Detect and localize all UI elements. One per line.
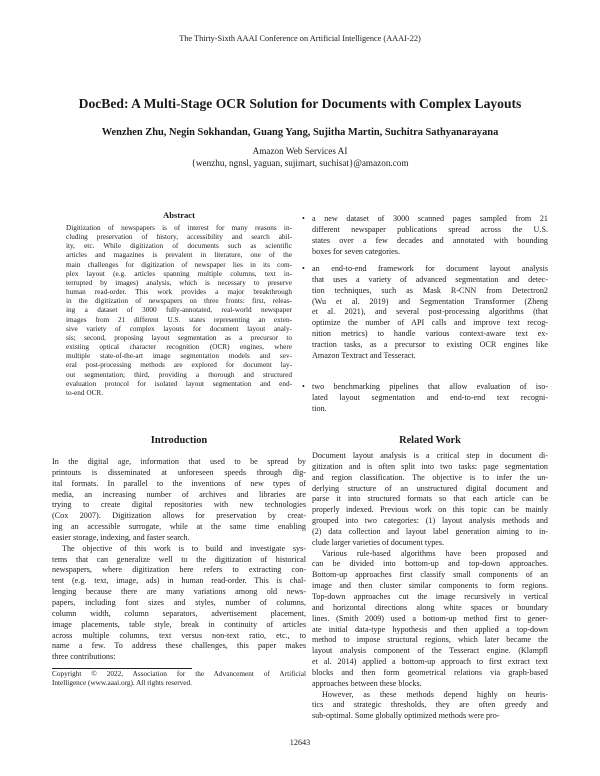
text-line: boxes for seven categories. [312, 246, 400, 256]
text-line: traction tasks, as a precursor to existing OCR engines like [312, 339, 548, 349]
page-number: 12643 [289, 738, 311, 747]
text-line: tics and strategic thresholds, they are often greedy and [312, 700, 548, 710]
text-line: Amazon Textract and Tesseract. [312, 350, 416, 360]
text-line: three contributions: [52, 652, 116, 662]
text-line: two benchmarking pipelines that allow evaluation of iso- [312, 382, 548, 391]
text-line: cluding preservation of history, accessibility and search abil- [66, 233, 292, 242]
text-line: Bottom-up approaches first classify small components of an [312, 570, 548, 580]
bullet-icon: • [302, 382, 305, 391]
text-line: lenging because there are many variations among old news- [52, 587, 306, 597]
text-line: sis; second, proposing layout segmentation as a precursor to [66, 333, 292, 342]
text-line: Document layout analysis is a critical step in document di- [312, 451, 548, 460]
text-line: sive variety of complex layouts for document layout analy- [66, 324, 292, 333]
contribution-item-framework [302, 264, 548, 362]
text-line: method to impose structural regions, which later became the [312, 635, 548, 645]
author-emails: {wenzhu, ngnsl, yaguan, sujimart, suchisat}@amazon.com [191, 158, 409, 168]
text-line: (2) data collection and layout label generation aiming to in- [312, 526, 548, 536]
text-line: derlying structure of an unstructured digital document and [312, 483, 548, 493]
text-line: across multiple columns, text versus non-text ratio, etc., to [52, 630, 306, 640]
text-line: blocks and then form geometrical relations via graph-based [312, 667, 548, 677]
introduction-body [52, 457, 306, 663]
text-line: trying to create digital repositories with new technologies [52, 500, 306, 510]
text-line: an end-to-end framework for document layout analysis [312, 264, 548, 273]
text-line: clude larger varieties of document types. [312, 537, 445, 547]
text-line: sub-optimal. Some globally optimized methods were pro- [312, 711, 500, 721]
contribution-item-dataset [302, 214, 548, 257]
text-line: lated layout segmentation and end-to-end text recogni- [312, 392, 548, 402]
text-line: papers, including font sizes and styles, number of columns, [52, 597, 306, 607]
text-line: ing an accessible surrogate, while at the same time enabling [52, 522, 306, 532]
text-line: tems that can generalize well to the digitization of historical [52, 554, 306, 564]
text-line: articles and magazines is prevalent in literature, one of the [66, 251, 292, 260]
text-line: newspapers, where digitization here refers to extracting con- [52, 565, 306, 575]
text-line: column width, column separators, advertisement placement, [52, 608, 306, 618]
text-line: Copyright © 2022, Association for the Advancement of Artificial [52, 670, 306, 678]
copyright-notice [52, 670, 306, 688]
contribution-item-benchmark [302, 382, 548, 415]
text-line: Top-down approaches cut the image recursively in vertical [312, 591, 548, 601]
abstract-body [66, 224, 292, 398]
text-line: a new dataset of 3000 scanned pages sampled from 21 [312, 214, 548, 223]
text-line: grouped into two categories: (1) layout analysis methods and [312, 516, 548, 526]
introduction-heading: Introduction [150, 435, 208, 446]
text-line: The objective of this work is to build and investigate sys- [62, 543, 306, 553]
text-line: ate initial data-type hypothesis and then applied a top-down [312, 624, 548, 634]
text-line: printouts is disseminated at unforeseen speeds through dig- [52, 467, 306, 477]
text-line: layout analysis component of the Tesseract engine. (Klampfl [312, 646, 548, 656]
text-line: Various rule-based algorithms have been proposed and [322, 548, 548, 558]
text-line: that uses a variety of advanced segmentation and detec- [312, 274, 548, 284]
text-line: images from 21 different U.S. states representing an exten- [66, 315, 292, 324]
text-line: However, as these methods depend highly on heuris- [322, 689, 548, 699]
related-work-body [312, 451, 548, 722]
text-line: easier storage, indexing, and faster search. [52, 532, 190, 542]
text-line: (Cox 2007). Digitization allows for preservation by creat- [52, 511, 306, 521]
text-line: tion. [312, 403, 327, 413]
text-line: et al. 2021), and several post-processing algorithms (that [312, 307, 548, 317]
text-line: media, an increasing number of archives and libraries are [52, 489, 306, 499]
text-line: states over a few decades and annotated with bounding [312, 235, 548, 245]
text-line: multiple state-of-the-art image segmentation models and sev- [66, 352, 292, 361]
text-line: eral post-processing methods are explored for document lay- [66, 361, 292, 370]
bullet-icon: • [302, 214, 305, 223]
text-line: ing a dataset of 3000 fully-annotated, real-world newspaper [66, 306, 292, 315]
text-line: to-end OCR. [66, 388, 104, 397]
text-line: in the digitization of newspapers on three fronts: first, releas- [66, 297, 292, 306]
text-line: lines. (Smith 2009) used a bottom-up method first to gener- [312, 613, 548, 623]
text-line: out segmentation; third, providing a thorough and structured [66, 370, 292, 379]
text-line: properly indexed. Previous work on this topic can be mainly [312, 505, 548, 515]
text-line: In the digital age, information that used to be spread by [52, 457, 306, 466]
paper-title: DocBed: A Multi-Stage OCR Solution for Documents with Complex Layouts [78, 96, 522, 111]
text-line: approaches between these blocks. [312, 678, 422, 688]
text-line: name a few. To address these challenges, this paper makes [52, 641, 306, 651]
text-line: parse it into structured formats so that each article can be [312, 494, 548, 504]
text-line: existing optical character recognition (OCR) engines, where [66, 343, 292, 352]
footnote-divider [52, 668, 192, 669]
text-line: image and then cluster similar components to form regions. [312, 581, 548, 591]
author-list: Wenzhen Zhu, Negin Sokhandan, Guang Yang, Sujitha Martin, Suchitra Sathyanarayana [101, 127, 499, 138]
affiliation: Amazon Web Services AI [252, 146, 348, 156]
text-line: (Wu et al. 2019) and Segmentation Transformer (Zheng [312, 296, 548, 306]
related-work-heading: Related Work [399, 435, 461, 446]
text-line: ity, etc. While digitization of documents such as scientific [66, 242, 292, 251]
text-line: terrupted by images) analysis, which is necessary to preserve [66, 278, 292, 287]
text-line: Digitization of newspapers is of interest for many reasons in- [66, 224, 292, 232]
text-line: tion techniques, such as Mask R-CNN from Detectron2 [312, 285, 548, 295]
text-line: can be divided into bottom-up and top-down approaches. [312, 559, 548, 569]
text-line: tent (e.g. text, image, ads) in human read-order. This is chal- [52, 576, 306, 586]
text-line: plex layout (e.g. articles spanning multiple columns, text in- [66, 269, 292, 278]
text-line: ital formats. In parallel to the inventions of new types of [52, 478, 306, 488]
text-line: and region classification. The objective is to infer the un- [312, 472, 548, 482]
abstract-heading: Abstract [163, 210, 195, 220]
text-line: Intelligence (www.aaai.org). All rights reserved. [52, 679, 192, 688]
text-line: human read-order. This work provides a major breakthrough [66, 288, 292, 297]
text-line: nition metrics) to handle various context-aware text ex- [312, 329, 548, 339]
text-line: evaluation protocol for isolated layout segmentation and end- [66, 379, 292, 388]
text-line: image placements, table style, break in continuity of articles [52, 619, 306, 629]
text-line: different newspaper publications spread across the U.S. [312, 224, 548, 234]
text-line: main challenges for digitization of newspaper lies in its com- [66, 260, 292, 269]
text-line: optimize the number of API calls and improve text recog- [312, 318, 548, 328]
conference-header: The Thirty-Sixth AAAI Conference on Artificial Intelligence (AAAI-22) [179, 34, 421, 43]
text-line: gitization and is often split into two tasks: page segmentation [312, 461, 548, 471]
text-line: and horizontal directions along white spaces or boundary [312, 602, 548, 612]
text-line: et al. 2014) applied a bottom-up approach to first extract text [312, 657, 548, 667]
bullet-icon: • [302, 264, 305, 273]
